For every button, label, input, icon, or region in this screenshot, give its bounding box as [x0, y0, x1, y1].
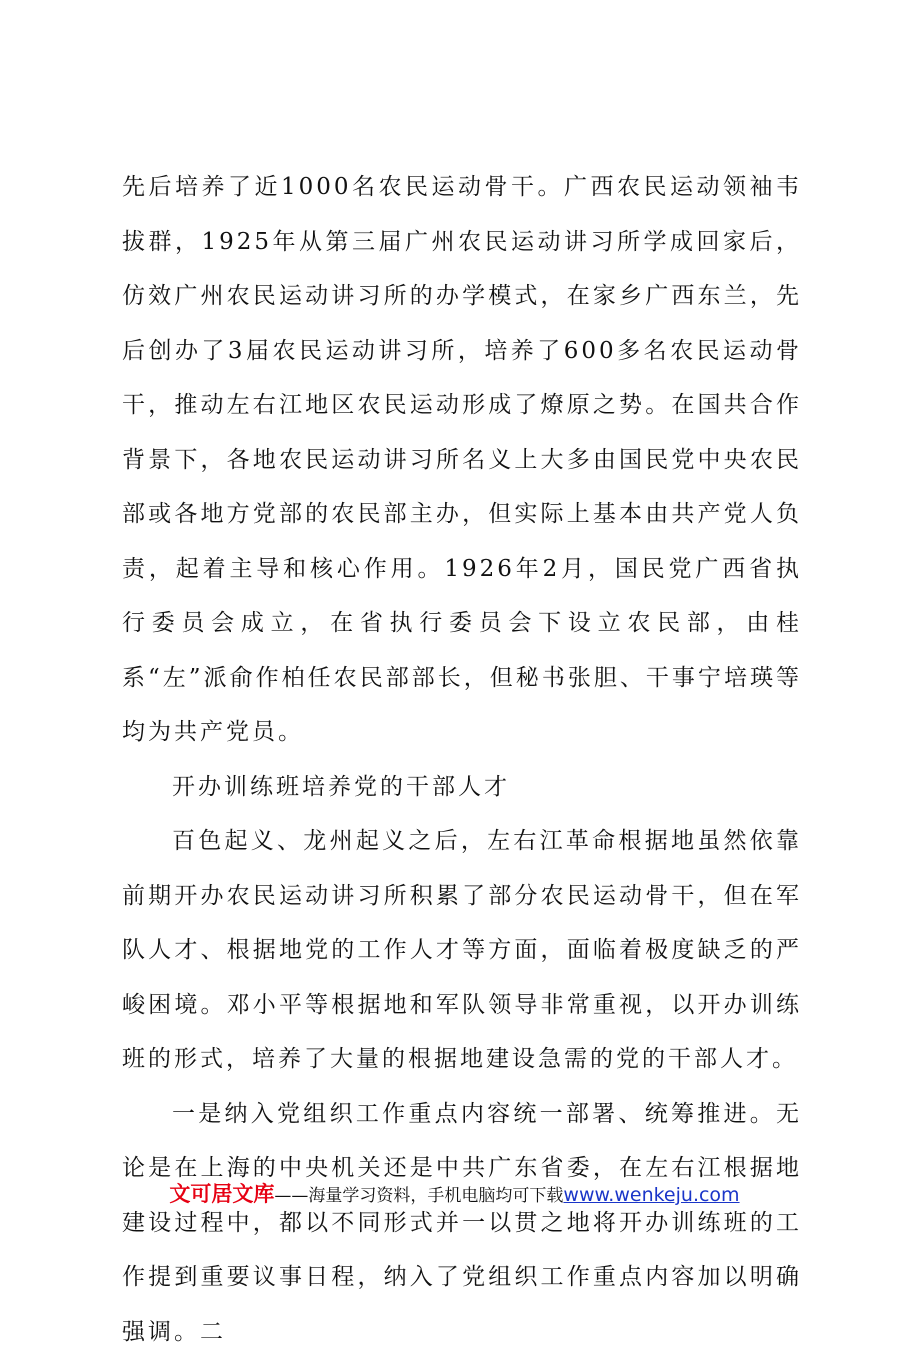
paragraph-point-one: 一是纳入党组织工作重点内容统一部署、统筹推进。无论是在上海的中央机关还是中共广东省委，在左右江根据地建设过程中，都以不同形式并一以贯之地将开办训练班的工作提到重要议事日程，纳入了党组织工作重点内容加以明确强调。二	[122, 1087, 802, 1359]
section-heading: 开办训练班培养党的干部人才	[122, 760, 802, 815]
footer-brand-logo-text: 文可居文库	[169, 1182, 274, 1206]
footer-banner	[0, 1178, 909, 1208]
paragraph-continued: 先后培养了近1000名农民运动骨干。广西农民运动领袖韦拔群，1925年从第三届广州农民运动讲习所学成回家后，仿效广州农民运动讲习所的办学模式，在家乡广西东兰，先后创办了3届农民运动讲习所，培养了600多名农民运动骨干，推动左右江地区农民运动形成了燎原之势。在国共合作背景下，各地农民运动讲习所名义上大多由国民党中央农民部或各地方党部的农民部主办，但实际上基本由共产党人负责，起着主导和核心作用。1926年2月，国民党广西省执行委员会成立，在省执行委员会下设立农民部，由桂系“左”派俞作柏任农民部部长，但秘书张胆、干事宁培瑛等均为共产党员。	[122, 160, 802, 760]
footer-website-link[interactable]: www.wenkeju.com	[563, 1184, 739, 1206]
paragraph-intro: 百色起义、龙州起义之后，左右江革命根据地虽然依靠前期开办农民运动讲习所积累了部分农民运动骨干，但在军队人才、根据地党的工作人才等方面，面临着极度缺乏的严峻困境。邓小平等根据地和军队领导非常重视，以开办训练班的形式，培养了大量的根据地建设急需的党的干部人才。	[122, 814, 802, 1087]
footer-tagline: ——海量学习资料，手机电脑均可下载	[274, 1186, 563, 1206]
